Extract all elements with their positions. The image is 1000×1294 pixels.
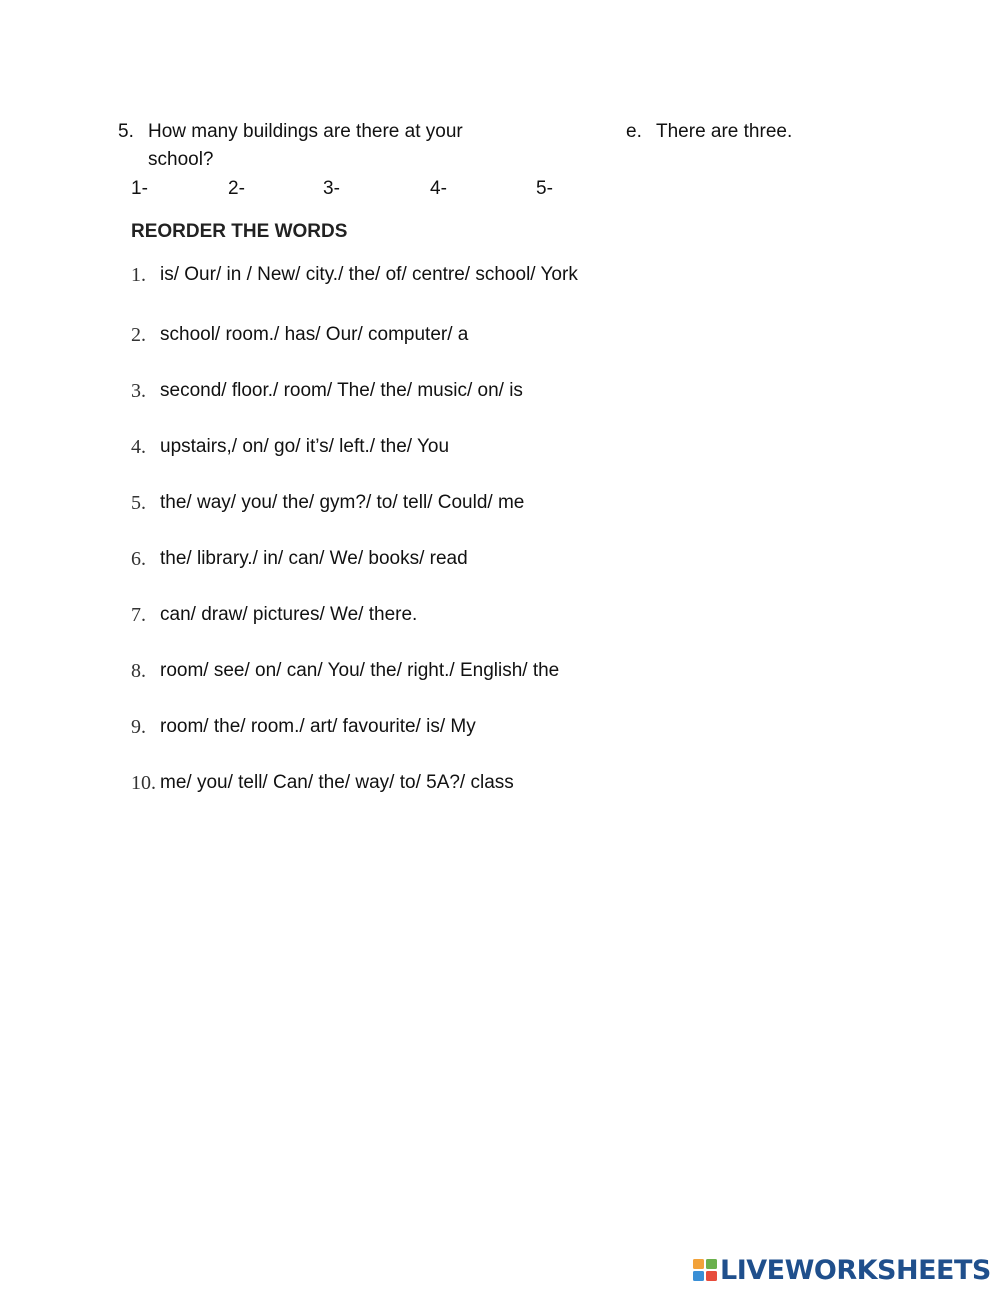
item-text: is/ Our/ in / New/ city./ the/ of/ centre/ school/ York <box>160 264 578 285</box>
item-number: 10. <box>131 772 156 794</box>
question-number: 5. <box>118 121 134 142</box>
question-text-line-2: school? <box>148 149 214 170</box>
liveworksheets-logo-icon <box>692 1258 718 1282</box>
item-text: school/ room./ has/ Our/ computer/ a <box>160 324 469 345</box>
liveworksheets-logo[interactable] <box>692 1253 991 1287</box>
item-text: second/ floor./ room/ The/ the/ music/ on/ is <box>160 380 523 401</box>
item-number: 4. <box>131 436 146 458</box>
answer-slot-2[interactable]: 2- <box>228 178 245 199</box>
logo-text: LIVEWORKSHEETS <box>720 1254 991 1286</box>
item-number: 7. <box>131 604 146 626</box>
item-number: 5. <box>131 492 146 514</box>
section-heading: REORDER THE WORDS <box>131 221 348 242</box>
answer-letter: e. <box>626 121 642 142</box>
answer-slot-5[interactable]: 5- <box>536 178 553 199</box>
item-number: 2. <box>131 324 146 346</box>
answer-text: There are three. <box>656 121 793 142</box>
answer-slot-3[interactable]: 3- <box>323 178 340 199</box>
item-number: 1. <box>131 264 146 286</box>
answer-slot-4[interactable]: 4- <box>430 178 447 199</box>
item-number: 8. <box>131 660 146 682</box>
item-number: 3. <box>131 380 146 402</box>
item-text: me/ you/ tell/ Can/ the/ way/ to/ 5A?/ class <box>160 772 514 793</box>
item-number: 6. <box>131 548 146 570</box>
item-number: 9. <box>131 716 146 738</box>
question-text-line-1: How many buildings are there at your <box>148 121 463 142</box>
item-text: can/ draw/ pictures/ We/ there. <box>160 604 418 625</box>
item-text: room/ see/ on/ can/ You/ the/ right./ English/ the <box>160 660 560 681</box>
item-text: the/ library./ in/ can/ We/ books/ read <box>160 548 468 569</box>
item-text: upstairs,/ on/ go/ it’s/ left./ the/ You <box>160 436 450 457</box>
item-text: the/ way/ you/ the/ gym?/ to/ tell/ Could/ me <box>160 492 525 513</box>
answer-slot-1[interactable]: 1- <box>131 178 148 199</box>
item-text: room/ the/ room./ art/ favourite/ is/ My <box>160 716 476 737</box>
answer-slots-row <box>131 175 731 203</box>
